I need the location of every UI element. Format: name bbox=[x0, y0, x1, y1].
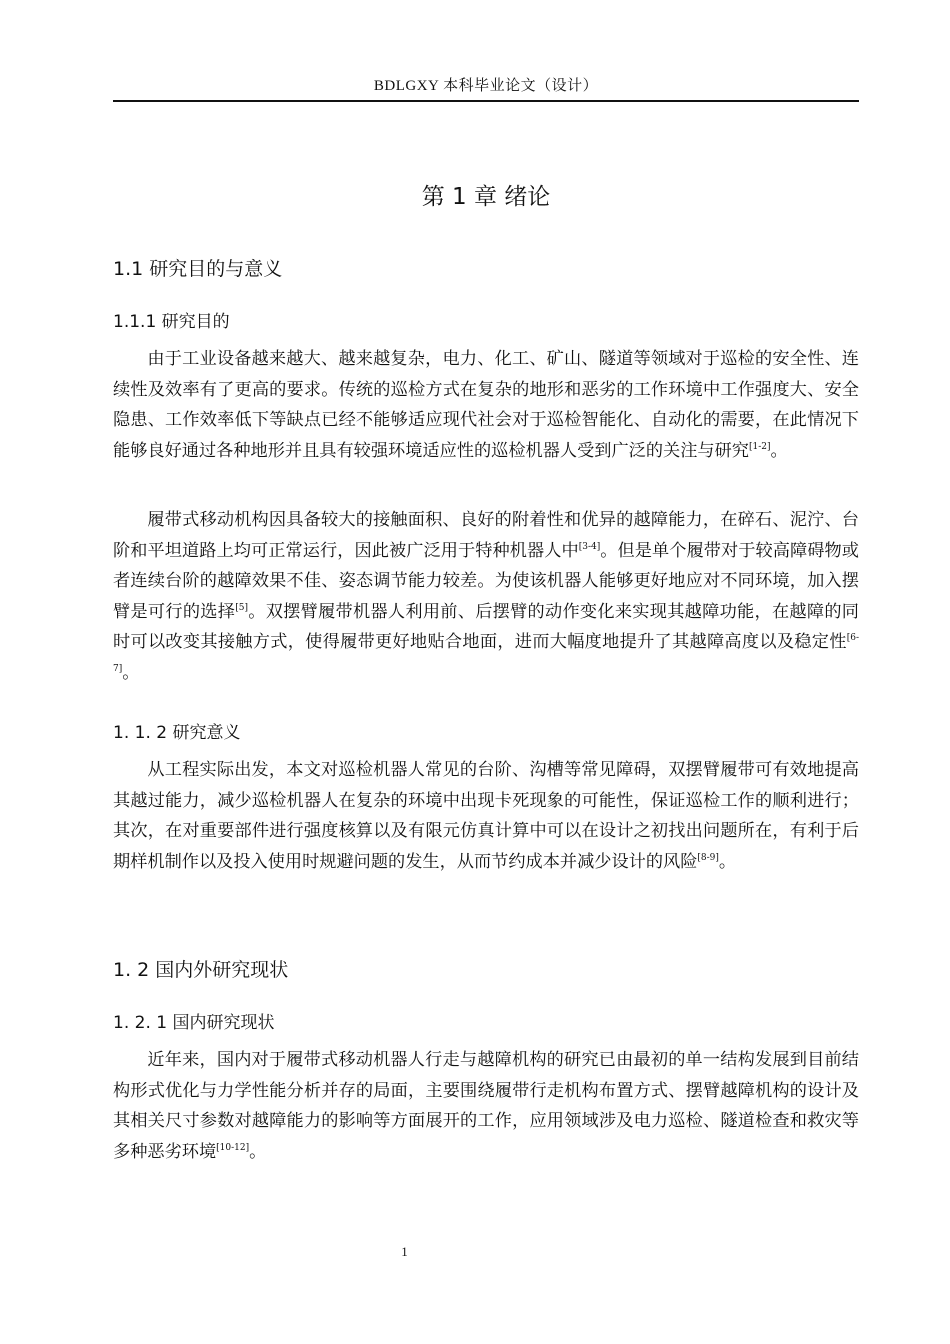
paragraph-end: 。 bbox=[249, 1141, 267, 1162]
paragraph-research-purpose-1 bbox=[113, 344, 859, 466]
subsection-heading-1-1-1: 1.1.1 研究目的 bbox=[113, 312, 230, 332]
paragraph-text: 近年来，国内对于履带式移动机器人行走与越障机构的研究已由最初的单一结构发展到目前结构形式优化与力学性能分析并存的局面，主要围绕履带行走机构布置方式、摆臂越障机构的设计及其相关尺寸参数对越障能力的影响等方面展开的工作，应用领域涉及电力巡检、隧道检查和救灾等多种恶劣环境 bbox=[113, 1050, 859, 1162]
citation: [10-12] bbox=[216, 1142, 250, 1153]
paragraph-text: 由于工业设备越来越大、越来越复杂，电力、化工、矿山、隧道等领域对于巡检的安全性、连续性及效率有了更高的要求。传统的巡检方式在复杂的地形和恶劣的工作环境中工作强度大、安全隐患、工作效率低下等缺点已经不能够适应现代社会对于巡检智能化、自动化的需要，在此情况下能够良好通过各种地形并且具有较强环境适应性的巡检机器人受到广泛的关注与研究 bbox=[113, 349, 859, 461]
subsection-heading-1-2-1: 1. 2. 1 国内研究现状 bbox=[113, 1013, 275, 1033]
paragraph-text: 。但是单个履带对于较高障碍物或者连续台阶的越障效果不佳、姿态调节能力较差。为使该机器人能够更好地应对不同环境，加入摆臂是可行的选择 bbox=[113, 540, 859, 622]
page-header: BDLGXY 本科毕业论文（设计） bbox=[373, 78, 599, 94]
page-number: 1 bbox=[401, 1244, 408, 1259]
subsection-heading-1-1-2: 1. 1. 2 研究意义 bbox=[113, 723, 241, 743]
citation: [3-4] bbox=[578, 541, 601, 552]
section-heading-1-1: 1.1 研究目的与意义 bbox=[113, 258, 283, 280]
paragraph-text: 。双摆臂履带机器人利用前、后摆臂的动作变化来实现其越障功能，在越障的同时可以改变其接触方式，使得履带更好地贴合地面，进而大幅度地提升了其越障高度以及稳定性 bbox=[113, 601, 859, 652]
citation: [5] bbox=[235, 602, 248, 613]
paragraph-end: 。 bbox=[122, 662, 140, 683]
citation: [8-9] bbox=[697, 852, 719, 863]
paragraph-end: 。 bbox=[718, 851, 737, 872]
chapter-title: 第 1 章 绪论 bbox=[421, 184, 551, 210]
citation: [1-2] bbox=[748, 441, 771, 452]
header-rule bbox=[113, 100, 859, 102]
paragraph-research-significance bbox=[113, 755, 859, 877]
section-heading-1-2: 1. 2 国内外研究现状 bbox=[113, 959, 289, 981]
citation: [6-7] bbox=[113, 633, 859, 674]
paragraph-end: 。 bbox=[770, 440, 788, 461]
paragraph-research-purpose-2 bbox=[113, 505, 859, 688]
paragraph-domestic-status bbox=[113, 1045, 859, 1167]
paragraph-text: 履带式移动机构因具备较大的接触面积、良好的附着性和优异的越障能力，在碎石、泥泞、台阶和平坦道路上均可正常运行，因此被广泛用于特种机器人中 bbox=[113, 510, 859, 561]
paragraph-text: 从工程实际出发，本文对巡检机器人常见的台阶、沟槽等常见障碍，双摆臂履带可有效地提高其越过能力，减少巡检机器人在复杂的环境中出现卡死现象的可能性，保证巡检工作的顺利进行；其次，在对重要部件进行强度核算以及有限元仿真计算中可以在设计之初找出问题所在，有利于后期样机制作以及投入使用时规避问题的发生，从而节约成本并减少设计的风险 bbox=[113, 760, 859, 872]
